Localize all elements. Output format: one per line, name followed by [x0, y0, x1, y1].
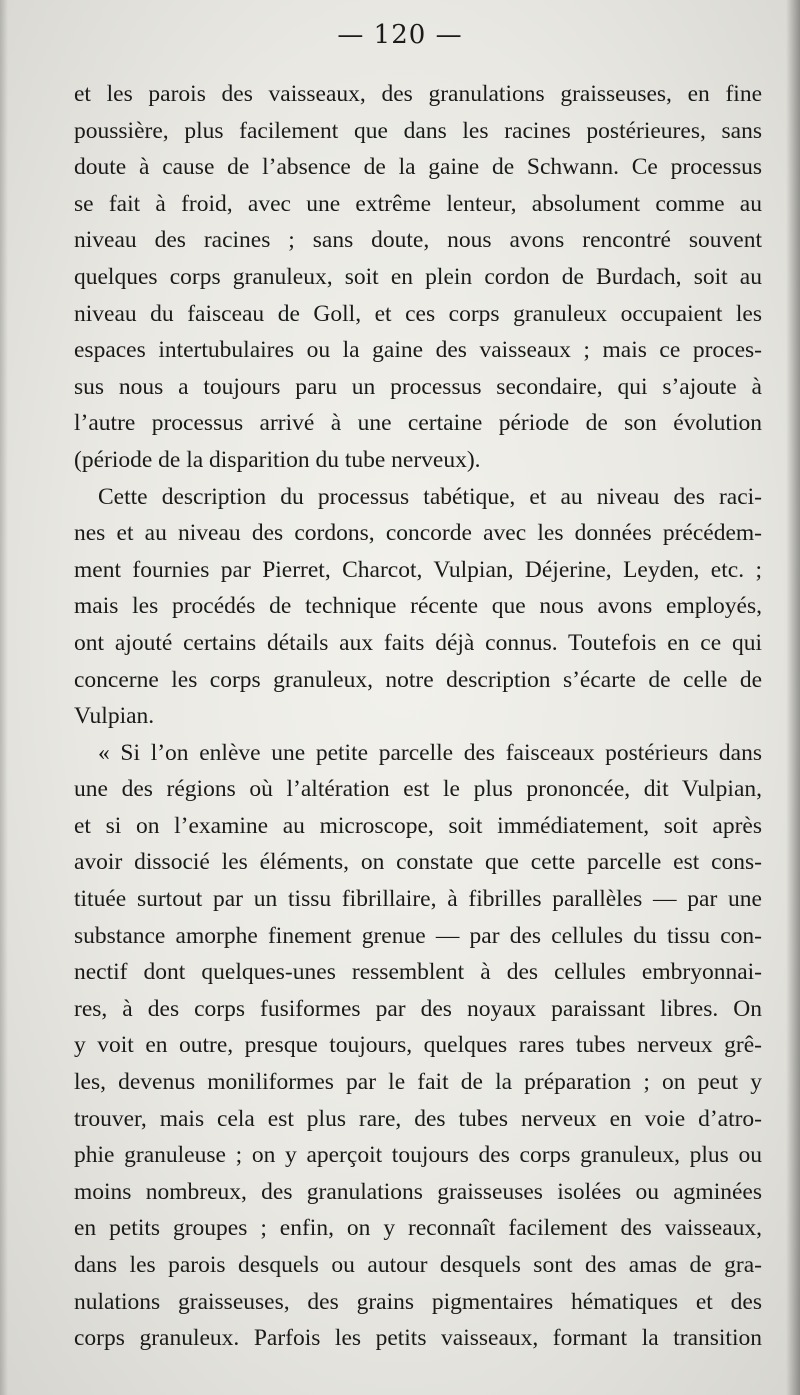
- text-line: (période de la disparition du tube nerveux).: [74, 446, 481, 473]
- text-line: ont ajouté certains détails aux faits déjà connus. Toutefois en ce qui: [74, 629, 762, 656]
- text-line: poussière, plus facilement que dans les racines postérieures, sans: [74, 117, 762, 144]
- text-line: moins nombreux, des granulations graisseuses isolées ou agminées: [74, 1178, 762, 1205]
- text-line: l’autre processus arrivé à une certaine période de son évolution: [74, 410, 762, 437]
- text-line: phie granuleuse ; on y aperçoit toujours des corps granuleux, plus ou: [74, 1142, 762, 1169]
- text-line: ment fournies par Pierret, Charcot, Vulpian, Déjerine, Leyden, etc. ;: [74, 556, 762, 583]
- text-line: concerne les corps granuleux, notre description s’écarte de celle de: [74, 666, 762, 693]
- text-line: et si on l’examine au microscope, soit immédiatement, soit après: [74, 812, 762, 839]
- text-line: nectif dont quelques-unes ressemblent à des cellules embryonnai-: [74, 959, 762, 986]
- text-line: nulations graisseuses, des grains pigmentaires hématiques et des: [74, 1288, 762, 1315]
- text-line: substance amorphe finement grenue — par des cellules du tissu con-: [74, 922, 762, 949]
- text-line: et les parois des vaisseaux, des granulations graisseuses, en fine: [74, 81, 762, 107]
- text-line: dans les parois desquels ou autour desquels sont des amas de gra-: [74, 1252, 762, 1278]
- page-number: — 120 —: [337, 20, 463, 50]
- text-line: mais les procédés de technique récente que nous avons employés,: [74, 593, 762, 620]
- text-line: y voit en outre, presque toujours, quelques rares tubes nerveux grê-: [74, 1032, 762, 1059]
- text-line: niveau des racines ; sans doute, nous avons rencontré souvent: [74, 227, 762, 254]
- text-line: doute à cause de l’absence de la gaine de Schwann. Ce processus: [74, 154, 762, 181]
- text-line: quelques corps granuleux, soit en plein cordon de Burdach, soit au: [74, 263, 762, 290]
- text-line: espaces intertubulaires ou la gaine des vaisseaux ; mais ce proces-: [74, 337, 762, 364]
- text-line: trouver, mais cela est plus rare, des tubes nerveux en voie d’atro-: [74, 1105, 762, 1132]
- text-line: une des régions où l’altération est le plus prononcée, dit Vulpian,: [74, 776, 762, 803]
- text-line: les, devenus moniliformes par le fait de la préparation ; on peut y: [74, 1069, 762, 1096]
- page-shadow-right: [786, 0, 800, 1395]
- text-line: res, à des corps fusiformes par des noyaux paraissant libres. On: [74, 995, 762, 1022]
- text-line: nes et au niveau des cordons, concorde avec les données précédem-: [74, 520, 762, 547]
- text-line: avoir dissocié les éléments, on constate que cette parcelle est cons-: [74, 849, 762, 876]
- text-line: « Si l’on enlève une petite parcelle des faisceaux postérieurs dans: [98, 739, 762, 766]
- text-line: Vulpian.: [74, 703, 155, 730]
- text-line: sus nous a toujours paru un processus secondaire, qui s’ajoute à: [74, 373, 762, 400]
- text-line: en petits groupes ; enfin, on y reconnaît facilement des vaisseaux,: [74, 1215, 762, 1242]
- text-line: corps granuleux. Parfois les petits vaisseaux, formant la transition: [74, 1325, 762, 1352]
- text-line: se fait à froid, avec une extrême lenteur, absolument comme au: [74, 190, 762, 217]
- text-line: niveau du faisceau de Goll, et ces corps granuleux occupaient les: [74, 300, 762, 327]
- page-shadow-left: [0, 0, 8, 1395]
- text-line: Cette description du processus tabétique, et au niveau des raci-: [98, 483, 762, 510]
- text-line: tituée surtout par un tissu fibrillaire, à fibrilles parallèles — par une: [74, 886, 762, 913]
- body-text: [74, 76, 762, 1357]
